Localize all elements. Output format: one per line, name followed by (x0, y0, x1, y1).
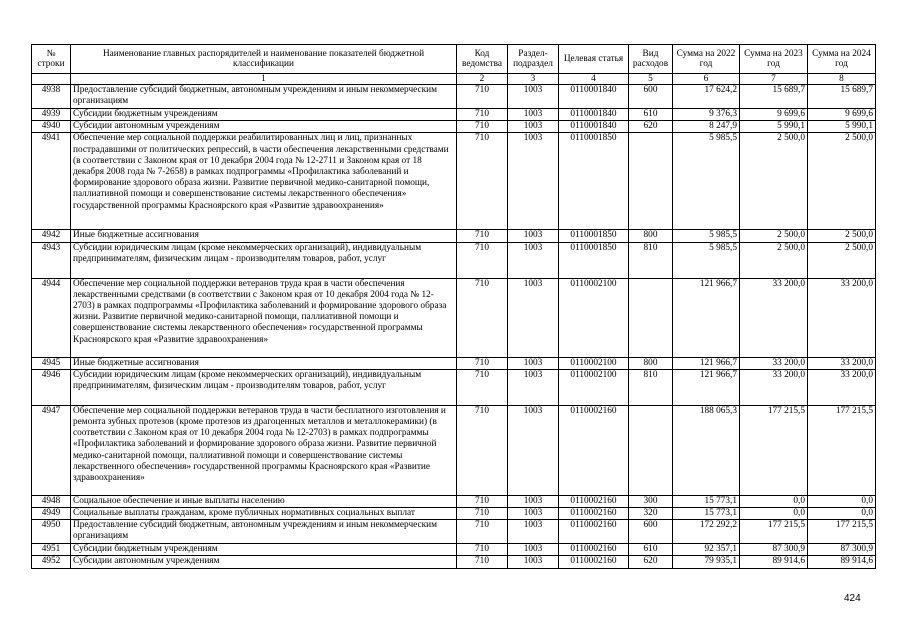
header-sum-2022: Сумма на 2022 год (673, 45, 740, 74)
table-row (32, 109, 876, 121)
table-row (32, 133, 876, 230)
header-section: Раздел-подраздел (508, 45, 559, 74)
table-row (32, 556, 876, 568)
target-article: 0110002160 (559, 556, 629, 568)
expense-type: 810 (629, 369, 673, 405)
row-name: Субсидии автономным учреждениям (71, 121, 457, 133)
expense-type (629, 133, 673, 230)
sum-2024: 9 699,6 (808, 109, 876, 121)
section-code: 1003 (508, 109, 559, 121)
target-article: 0110001850 (559, 230, 629, 242)
target-article: 0110001840 (559, 109, 629, 121)
row-name: Предоставление субсидий бюджетным, автономным учреждениям и иным некоммерческим организациям (71, 520, 457, 544)
table-row (32, 121, 876, 133)
target-article: 0110001850 (559, 242, 629, 278)
row-name: Обеспечение мер социальной поддержки ветеранов труда края в части обеспечения лекарственными средствами (в соответствии с Законом края от 10 декабря 2004 года № 12-2703) в рамках подпрограммы «Профилактика заболеваний и формирование здорового образа жизни. Развитие первичной медико-санитарной помощи, паллиативной помощи и совершенствование системы лекарственного обеспечения» государственной программы Красноярского края «Развитие здравоохранения» (71, 278, 457, 357)
target-article: 0110002160 (559, 495, 629, 507)
sum-2023: 177 215,5 (740, 520, 808, 544)
column-number: 6 (673, 74, 740, 85)
section-code: 1003 (508, 520, 559, 544)
target-article: 0110002160 (559, 405, 629, 495)
row-name: Обеспечение мер социальной поддержки ветеранов труда в части бесплатного изготовления и ремонта зубных протезов (кроме протезов из драгоценных металлов и металлокерамики) (в соответствии с Законом края от 10 декабря 2004 года № 12-2703) в рамках подпрограммы «Профилактика заболеваний и формирование здорового образа жизни. Развитие первичной медико-санитарной помощи, паллиативной помощи и совершенствование системы лекарственного обеспечения» государственной программы Красноярского края «Развитие здравоохранения» (71, 405, 457, 495)
row-number: 4946 (32, 369, 71, 405)
row-number: 4952 (32, 556, 71, 568)
budget-table-page (31, 44, 876, 569)
column-number (32, 74, 71, 85)
table-row (32, 405, 876, 495)
section-code: 1003 (508, 556, 559, 568)
sum-2022: 15 773,1 (673, 508, 740, 520)
sum-2022: 92 357,1 (673, 544, 740, 556)
section-code: 1003 (508, 133, 559, 230)
sum-2023: 87 300,9 (740, 544, 808, 556)
row-number: 4942 (32, 230, 71, 242)
sum-2022: 121 966,7 (673, 357, 740, 369)
column-number: 1 (71, 74, 457, 85)
sum-2024: 5 990,1 (808, 121, 876, 133)
row-number: 4940 (32, 121, 71, 133)
row-name: Субсидии бюджетным учреждениям (71, 109, 457, 121)
sum-2023: 177 215,5 (740, 405, 808, 495)
expense-type: 810 (629, 242, 673, 278)
sum-2023: 0,0 (740, 508, 808, 520)
row-name: Социальное обеспечение и иные выплаты населению (71, 495, 457, 507)
row-name: Иные бюджетные ассигнования (71, 357, 457, 369)
table-row (32, 508, 876, 520)
table-row (32, 520, 876, 544)
sum-2022: 121 966,7 (673, 369, 740, 405)
expense-type (629, 405, 673, 495)
sum-2024: 33 200,0 (808, 357, 876, 369)
sum-2022: 5 985,5 (673, 133, 740, 230)
target-article: 0110002100 (559, 369, 629, 405)
table-header-row (32, 45, 876, 74)
sum-2023: 5 990,1 (740, 121, 808, 133)
row-number: 4945 (32, 357, 71, 369)
row-number: 4938 (32, 85, 71, 109)
row-name: Иные бюджетные ассигнования (71, 230, 457, 242)
column-number: 5 (629, 74, 673, 85)
target-article: 0110002100 (559, 278, 629, 357)
section-code: 1003 (508, 495, 559, 507)
department-code: 710 (457, 242, 508, 278)
row-number: 4944 (32, 278, 71, 357)
department-code: 710 (457, 85, 508, 109)
department-code: 710 (457, 556, 508, 568)
sum-2023: 15 689,7 (740, 85, 808, 109)
department-code: 710 (457, 230, 508, 242)
sum-2023: 2 500,0 (740, 242, 808, 278)
department-code: 710 (457, 369, 508, 405)
sum-2024: 177 215,5 (808, 405, 876, 495)
expense-type: 620 (629, 556, 673, 568)
row-name: Субсидии бюджетным учреждениям (71, 544, 457, 556)
row-number: 4948 (32, 495, 71, 507)
department-code: 710 (457, 508, 508, 520)
header-name: Наименование главных распорядителей и наименование показателей бюджетной классификации (71, 45, 457, 74)
expense-type: 610 (629, 544, 673, 556)
sum-2024: 0,0 (808, 495, 876, 507)
table-row (32, 369, 876, 405)
header-sum-2024: Сумма на 2024 год (808, 45, 876, 74)
target-article: 0110002160 (559, 544, 629, 556)
sum-2023: 33 200,0 (740, 278, 808, 357)
expense-type: 620 (629, 121, 673, 133)
row-number: 4949 (32, 508, 71, 520)
section-code: 1003 (508, 369, 559, 405)
row-name: Субсидии юридическим лицам (кроме некоммерческих организаций), индивидуальным предпринимателям, физическим лицам - производителям товаров, работ, услуг (71, 242, 457, 278)
target-article: 0110001840 (559, 121, 629, 133)
sum-2024: 2 500,0 (808, 133, 876, 230)
header-expense-type: Вид расходов (629, 45, 673, 74)
sum-2024: 0,0 (808, 508, 876, 520)
sum-2024: 33 200,0 (808, 369, 876, 405)
row-number: 4943 (32, 242, 71, 278)
sum-2022: 5 985,5 (673, 242, 740, 278)
sum-2023: 2 500,0 (740, 230, 808, 242)
page-number: 424 (844, 593, 861, 604)
table-row (32, 495, 876, 507)
sum-2022: 79 935,1 (673, 556, 740, 568)
sum-2023: 89 914,6 (740, 556, 808, 568)
target-article: 0110002160 (559, 520, 629, 544)
expense-type (629, 278, 673, 357)
sum-2024: 177 215,5 (808, 520, 876, 544)
sum-2023: 33 200,0 (740, 369, 808, 405)
expense-type: 610 (629, 109, 673, 121)
row-name: Субсидии юридическим лицам (кроме некоммерческих организаций), индивидуальным предпринимателям, физическим лицам - производителям товаров, работ, услуг (71, 369, 457, 405)
sum-2022: 15 773,1 (673, 495, 740, 507)
sum-2024: 2 500,0 (808, 230, 876, 242)
table-row (32, 357, 876, 369)
department-code: 710 (457, 544, 508, 556)
row-number: 4941 (32, 133, 71, 230)
section-code: 1003 (508, 242, 559, 278)
sum-2023: 33 200,0 (740, 357, 808, 369)
sum-2022: 172 292,2 (673, 520, 740, 544)
expense-type: 600 (629, 520, 673, 544)
department-code: 710 (457, 121, 508, 133)
column-number: 2 (457, 74, 508, 85)
section-code: 1003 (508, 544, 559, 556)
header-department-code: Код ведомства (457, 45, 508, 74)
expense-type: 800 (629, 357, 673, 369)
expense-type: 320 (629, 508, 673, 520)
sum-2024: 89 914,6 (808, 556, 876, 568)
department-code: 710 (457, 495, 508, 507)
column-number: 8 (808, 74, 876, 85)
sum-2022: 5 985,5 (673, 230, 740, 242)
sum-2022: 9 376,3 (673, 109, 740, 121)
row-name: Обеспечение мер социальной поддержки реабилитированных лиц и лиц, признанных пострадавшими от политических репрессий, в части обеспечения лекарственными средствами (в соответствии с Законом края от 10 декабря 2004 года № 12-2711 и Законом края от 18 декабря 2008 года № 7-2658) в рамках подпрограммы «Профилактика заболеваний и формирование здорового образа жизни. Развитие первичной медико-санитарной помощи, паллиативной помощи и совершенствование системы лекарственного обеспечения» государственной программы Красноярского края «Развитие здравоохранения» (71, 133, 457, 230)
expense-type: 600 (629, 85, 673, 109)
sum-2024: 33 200,0 (808, 278, 876, 357)
department-code: 710 (457, 109, 508, 121)
column-number: 3 (508, 74, 559, 85)
sum-2023: 9 699,6 (740, 109, 808, 121)
header-sum-2023: Сумма на 2023 год (740, 45, 808, 74)
sum-2024: 15 689,7 (808, 85, 876, 109)
column-number-row (32, 74, 876, 85)
sum-2022: 188 065,3 (673, 405, 740, 495)
section-code: 1003 (508, 278, 559, 357)
header-target-article: Целевая статья (559, 45, 629, 74)
department-code: 710 (457, 520, 508, 544)
target-article: 0110002160 (559, 508, 629, 520)
sum-2022: 17 624,2 (673, 85, 740, 109)
sum-2024: 2 500,0 (808, 242, 876, 278)
row-number: 4951 (32, 544, 71, 556)
table-row (32, 85, 876, 109)
row-name: Субсидии автономным учреждениям (71, 556, 457, 568)
section-code: 1003 (508, 85, 559, 109)
section-code: 1003 (508, 508, 559, 520)
table-row (32, 230, 876, 242)
section-code: 1003 (508, 230, 559, 242)
sum-2022: 8 247,9 (673, 121, 740, 133)
section-code: 1003 (508, 405, 559, 495)
section-code: 1003 (508, 357, 559, 369)
target-article: 0110001850 (559, 133, 629, 230)
section-code: 1003 (508, 121, 559, 133)
target-article: 0110001840 (559, 85, 629, 109)
department-code: 710 (457, 405, 508, 495)
sum-2022: 121 966,7 (673, 278, 740, 357)
row-name: Предоставление субсидий бюджетным, автономным учреждениям и иным некоммерческим организациям (71, 85, 457, 109)
budget-table (31, 44, 876, 569)
column-number: 4 (559, 74, 629, 85)
row-number: 4947 (32, 405, 71, 495)
sum-2023: 0,0 (740, 495, 808, 507)
department-code: 710 (457, 278, 508, 357)
header-row-number: № строки (32, 45, 71, 74)
row-number: 4950 (32, 520, 71, 544)
table-row (32, 544, 876, 556)
department-code: 710 (457, 357, 508, 369)
column-number: 7 (740, 74, 808, 85)
department-code: 710 (457, 133, 508, 230)
sum-2024: 87 300,9 (808, 544, 876, 556)
target-article: 0110002100 (559, 357, 629, 369)
row-name: Социальные выплаты гражданам, кроме публичных нормативных социальных выплат (71, 508, 457, 520)
sum-2023: 2 500,0 (740, 133, 808, 230)
expense-type: 800 (629, 230, 673, 242)
expense-type: 300 (629, 495, 673, 507)
table-row (32, 242, 876, 278)
row-number: 4939 (32, 109, 71, 121)
table-row (32, 278, 876, 357)
